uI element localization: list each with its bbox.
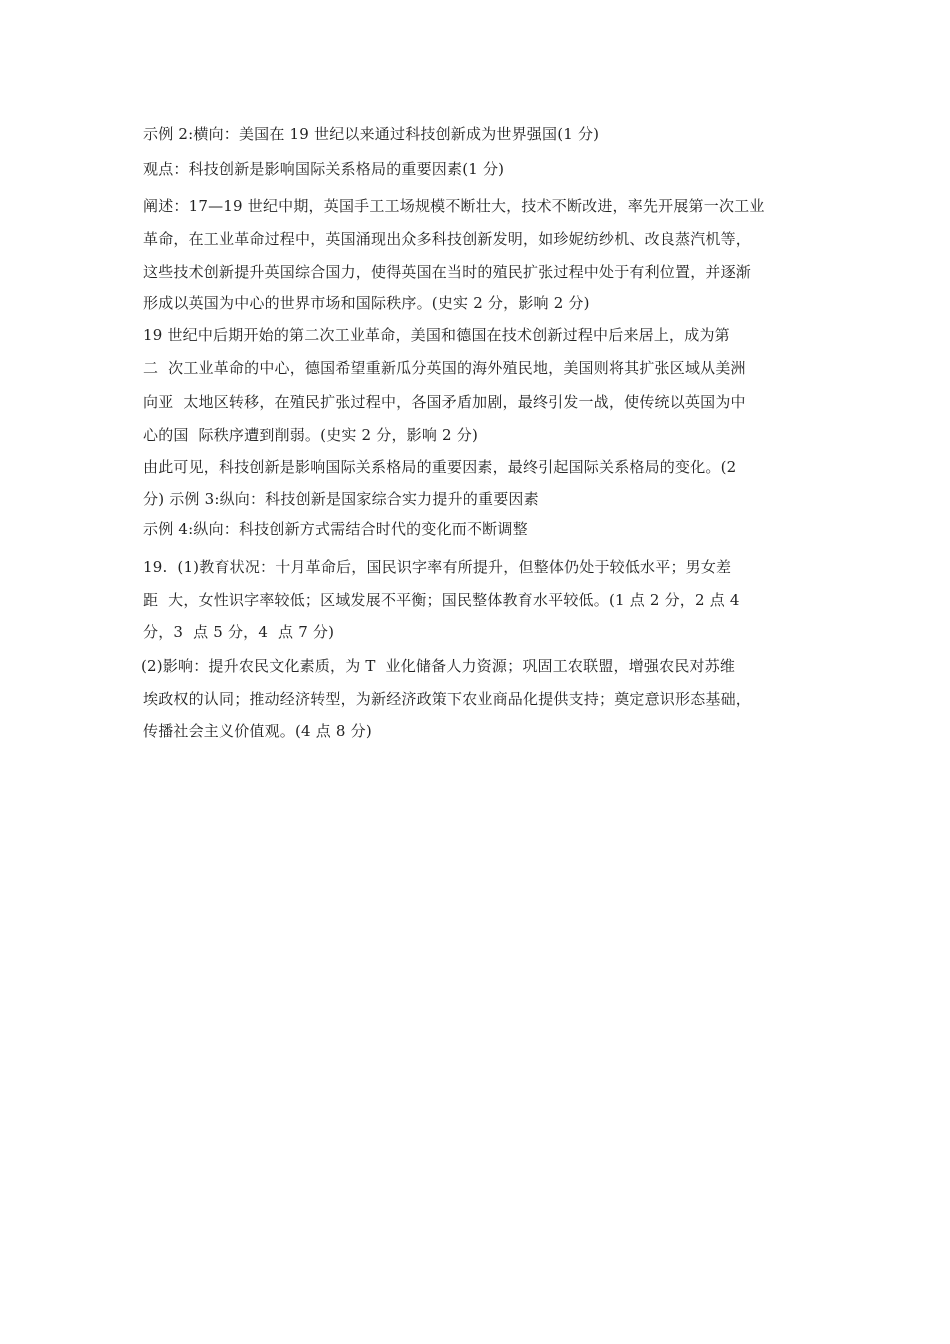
text-line-viewpoint: 观点：科技创新是影响国际关系格局的重要因素(1 分) xyxy=(143,160,505,178)
text-line-second-revolution-3: 向亚 太地区转移，在殖民扩张过程中，各国矛盾加剧，最终引发一战，使传统以英国为中 xyxy=(143,393,746,411)
text-line-q19-part2-3: 传播社会主义价值观。(4 点 8 分) xyxy=(143,722,372,740)
text-line-q19-part1-3: 分，3 点 5 分，4 点 7 分) xyxy=(143,623,335,641)
text-line-elaboration-4: 形成以英国为中心的世界市场和国际秩序。(史实 2 分，影响 2 分) xyxy=(143,294,590,312)
text-line-example-2: 示例 2:横向：美国在 19 世纪以来通过科技创新成为世界强国(1 分) xyxy=(143,125,600,143)
text-line-conclusion: 由此可见，科技创新是影响国际关系格局的重要因素，最终引起国际关系格局的变化。(2 xyxy=(143,458,737,476)
text-line-q19-part1-2: 距 大，女性识字率较低；区域发展不平衡；国民整体教育水平较低。(1 点 2 分，2 点 4 xyxy=(143,591,740,609)
text-line-elaboration-3: 这些技术创新提升英国综合国力，使得英国在当时的殖民扩张过程中处于有利位置，并逐渐 xyxy=(143,263,752,281)
text-line-example-3: 分) 示例 3:纵向：科技创新是国家综合实力提升的重要因素 xyxy=(143,490,539,508)
text-line-elaboration-2: 革命，在工业革命过程中，英国涌现出众多科技创新发明，如珍妮纺纱机、改良蒸汽机等， xyxy=(143,230,752,248)
text-line-elaboration-1: 阐述：17—19 世纪中期，英国手工工场规模不断壮大，技术不断改进，率先开展第一次工业 xyxy=(143,197,765,215)
text-line-q19-part2-2: 埃政权的认同；推动经济转型，为新经济政策下农业商品化提供支持；奠定意识形态基础， xyxy=(143,690,752,708)
text-line-second-revolution-4: 心的国 际秩序遭到削弱。(史实 2 分，影响 2 分) xyxy=(143,426,479,444)
text-line-example-4: 示例 4:纵向：科技创新方式需结合时代的变化而不断调整 xyxy=(143,520,528,538)
text-line-second-revolution-1: 19 世纪中后期开始的第二次工业革命，美国和德国在技术创新过程中后来居上，成为第 xyxy=(143,326,730,344)
text-line-q19-part1-1: 19. (1)教育状况：十月革命后，国民识字率有所提升，但整体仍处于较低水平；男女差 xyxy=(143,558,732,576)
text-line-second-revolution-2: 二 次工业革命的中心，德国希望重新瓜分英国的海外殖民地，美国则将其扩张区域从美洲 xyxy=(143,359,746,377)
text-line-q19-part2-1: (2)影响：提升农民文化素质，为 T 业化储备人力资源；巩固工农联盟，增强农民对苏维 xyxy=(136,657,736,675)
